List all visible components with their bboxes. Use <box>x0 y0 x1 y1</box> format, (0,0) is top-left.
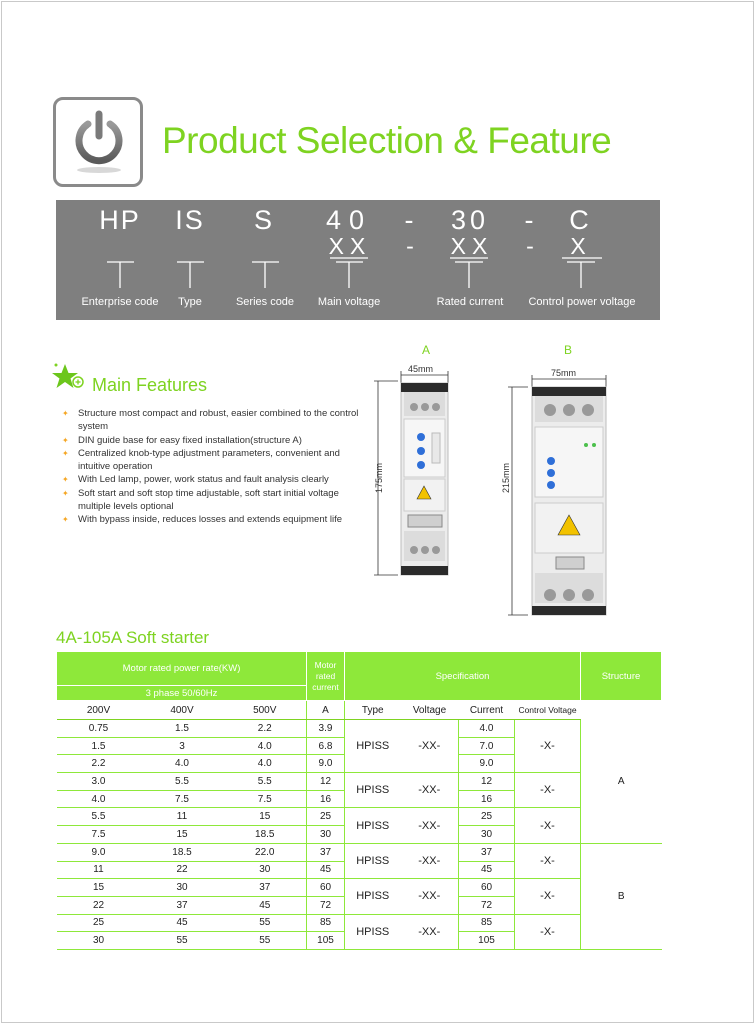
cell-current: 9.0 <box>459 755 515 773</box>
code-series: S <box>253 205 274 235</box>
cell-200v: 0.75 <box>57 720 141 738</box>
cell-500v: 18.5 <box>224 826 307 844</box>
label-control-power-voltage: Control power voltage <box>528 296 636 308</box>
cell-rated-current: 16 <box>307 790 345 808</box>
cell-400v: 7.5 <box>141 790 224 808</box>
feature-item: ✦ With bypass inside, reduces losses and extends equipment life <box>62 513 367 526</box>
label-rated-current: Rated current <box>436 296 504 308</box>
cell-400v: 1.5 <box>141 720 224 738</box>
cell-rated-current: 6.8 <box>307 737 345 755</box>
cell-current: 25 <box>459 808 515 826</box>
cell-type: HPISS <box>345 879 401 914</box>
cell-400v: 55 <box>141 932 224 950</box>
col-400v: 400V <box>141 701 224 720</box>
feature-item: ✦ With Led lamp, power, work status and fault analysis clearly <box>62 473 367 486</box>
device-a-width: 45mm <box>408 364 434 374</box>
cell-type: HPISS <box>345 914 401 949</box>
cell-voltage: -XX- <box>401 808 459 843</box>
header-phase: 3 phase 50/60Hz <box>57 686 307 701</box>
cell-rated-current: 105 <box>307 932 345 950</box>
soft-starter-table <box>56 651 662 950</box>
cell-200v: 5.5 <box>57 808 141 826</box>
cell-200v: 4.0 <box>57 790 141 808</box>
cell-rated-current: 30 <box>307 826 345 844</box>
cell-rated-current: 37 <box>307 843 345 861</box>
cell-200v: 2.2 <box>57 755 141 773</box>
header-specification: Specification <box>345 652 581 701</box>
cell-500v: 15 <box>224 808 307 826</box>
code-dash: - <box>404 205 416 235</box>
cell-200v: 11 <box>57 861 141 879</box>
code-rated-current: 30 <box>450 205 490 235</box>
cell-500v: 2.2 <box>224 720 307 738</box>
cell-current: 72 <box>459 896 515 914</box>
cell-structure-a: A <box>581 720 662 844</box>
cell-500v: 55 <box>224 914 307 932</box>
code-main-voltage: 40 <box>326 205 373 235</box>
page-title: Product Selection & Feature <box>162 120 612 161</box>
cell-voltage: -XX- <box>401 879 459 914</box>
cell-voltage: -XX- <box>401 720 459 773</box>
col-type: Type <box>345 701 401 720</box>
col-control-voltage: Control Voltage <box>515 701 581 720</box>
cell-current: 16 <box>459 790 515 808</box>
device-b-height: 215mm <box>501 462 511 493</box>
cell-400v: 11 <box>141 808 224 826</box>
cell-400v: 30 <box>141 879 224 897</box>
label-series-code: Series code <box>235 296 295 308</box>
cell-current: 45 <box>459 861 515 879</box>
cell-400v: 3 <box>141 737 224 755</box>
label-type: Type <box>178 296 202 308</box>
cell-rated-current: 25 <box>307 808 345 826</box>
cell-400v: 18.5 <box>141 843 224 861</box>
col-structure-blank <box>581 701 662 720</box>
header-motor-power: Motor rated power rate(KW) <box>57 652 307 686</box>
device-b-width: 75mm <box>551 368 577 378</box>
cell-400v: 4.0 <box>141 755 224 773</box>
cell-control-voltage: -X- <box>515 843 581 878</box>
label-main-voltage: Main voltage <box>317 296 381 308</box>
table-row <box>57 773 662 791</box>
cell-type: HPISS <box>345 808 401 843</box>
cell-500v: 22.0 <box>224 843 307 861</box>
code-control-voltage-placeholder: X <box>570 233 592 259</box>
cell-500v: 4.0 <box>224 755 307 773</box>
device-a-height: 175mm <box>374 462 384 493</box>
table-row <box>57 808 662 826</box>
feature-item: ✦ Structure most compact and robust, easier combined to the control system <box>62 407 367 434</box>
col-500v: 500V <box>224 701 307 720</box>
model-code-band <box>56 200 660 320</box>
cell-200v: 22 <box>57 896 141 914</box>
cell-500v: 30 <box>224 861 307 879</box>
cell-500v: 5.5 <box>224 773 307 791</box>
cell-200v: 15 <box>57 879 141 897</box>
cell-current: 37 <box>459 843 515 861</box>
col-a: A <box>307 701 345 720</box>
cell-200v: 3.0 <box>57 773 141 791</box>
code-type: IS <box>175 205 205 235</box>
device-illustrations <box>368 355 618 620</box>
cell-current: 105 <box>459 932 515 950</box>
cell-structure-b: B <box>581 843 662 949</box>
power-icon <box>70 110 128 176</box>
main-features-title: Main Features <box>92 375 208 395</box>
code-dash: - <box>524 205 536 235</box>
cell-control-voltage: -X- <box>515 914 581 949</box>
code-rated-current-placeholder: XX <box>450 233 494 259</box>
table-row <box>57 914 662 932</box>
cell-500v: 55 <box>224 932 307 950</box>
power-logo <box>53 97 143 187</box>
cell-400v: 37 <box>141 896 224 914</box>
col-current: Current <box>459 701 515 720</box>
cell-400v: 5.5 <box>141 773 224 791</box>
feature-item: ✦ Soft start and soft stop time adjustable, soft start initial voltage multiple levels optional <box>62 487 367 514</box>
cell-500v: 4.0 <box>224 737 307 755</box>
table-title: 4A-105A Soft starter <box>56 628 210 647</box>
star-icon <box>50 362 86 392</box>
cell-control-voltage: -X- <box>515 808 581 843</box>
cell-voltage: -XX- <box>401 843 459 878</box>
table-row <box>57 843 662 861</box>
table-row <box>57 879 662 897</box>
code-enterprise: HP <box>99 205 141 235</box>
cell-voltage: -XX- <box>401 914 459 949</box>
cell-control-voltage: -X- <box>515 720 581 773</box>
cell-200v: 30 <box>57 932 141 950</box>
cell-rated-current: 72 <box>307 896 345 914</box>
cell-current: 4.0 <box>459 720 515 738</box>
code-dash: - <box>406 233 414 259</box>
cell-rated-current: 45 <box>307 861 345 879</box>
header-structure: Structure <box>581 652 662 701</box>
cell-rated-current: 85 <box>307 914 345 932</box>
cell-200v: 1.5 <box>57 737 141 755</box>
cell-control-voltage: -X- <box>515 773 581 808</box>
cell-200v: 9.0 <box>57 843 141 861</box>
cell-rated-current: 60 <box>307 879 345 897</box>
cell-400v: 15 <box>141 826 224 844</box>
cell-400v: 22 <box>141 861 224 879</box>
cell-current: 85 <box>459 914 515 932</box>
cell-200v: 7.5 <box>57 826 141 844</box>
header-motor-current: Motor rated current <box>307 652 345 701</box>
cell-voltage: -XX- <box>401 773 459 808</box>
feature-list <box>62 407 367 527</box>
cell-500v: 7.5 <box>224 790 307 808</box>
cell-400v: 45 <box>141 914 224 932</box>
device-b-letter: B <box>564 343 573 357</box>
cell-type: HPISS <box>345 720 401 773</box>
cell-control-voltage: -X- <box>515 879 581 914</box>
cell-200v: 25 <box>57 914 141 932</box>
cell-current: 30 <box>459 826 515 844</box>
cell-current: 12 <box>459 773 515 791</box>
feature-item: ✦ Centralized knob-type adjustment parameters, convenient and intuitive operation <box>62 447 367 474</box>
feature-item: ✦ DIN guide base for easy fixed installation(structure A) <box>62 434 367 447</box>
code-dash: - <box>526 233 534 259</box>
cell-rated-current: 3.9 <box>307 720 345 738</box>
code-main-voltage-placeholder: XX <box>328 233 372 259</box>
cell-rated-current: 9.0 <box>307 755 345 773</box>
table-row <box>57 720 662 738</box>
code-control-voltage: C <box>569 205 591 235</box>
col-voltage: Voltage <box>401 701 459 720</box>
cell-rated-current: 12 <box>307 773 345 791</box>
cell-current: 60 <box>459 879 515 897</box>
cell-type: HPISS <box>345 843 401 878</box>
cell-type: HPISS <box>345 773 401 808</box>
device-a-letter: A <box>422 343 431 357</box>
cell-current: 7.0 <box>459 737 515 755</box>
cell-500v: 45 <box>224 896 307 914</box>
cell-500v: 37 <box>224 879 307 897</box>
label-enterprise-code: Enterprise code <box>81 296 159 308</box>
col-200v: 200V <box>57 701 141 720</box>
